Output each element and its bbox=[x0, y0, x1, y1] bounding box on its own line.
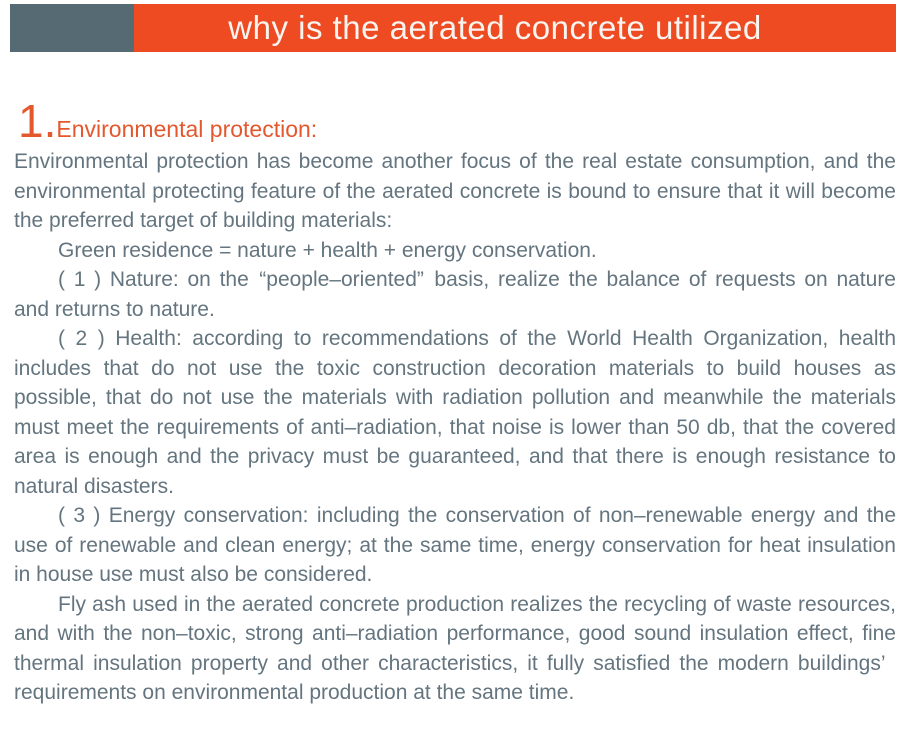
section-heading-label: Environmental protection: bbox=[56, 116, 318, 142]
paragraph-health: ( 2 ) Health: according to recommendations of the World Health Organization, health includes that do not use the toxic construction decoration materials to build houses as possible, that do not use the materials with radiation pollution and meanwhile the materials must meet the requirements of anti–radiation, that noise is lower than 50 db, that the covered area is enough and the privacy must be guaranteed, and that there is enough resistance to natural disasters. bbox=[14, 327, 896, 498]
section-heading bbox=[18, 95, 896, 147]
header-gray-block bbox=[10, 4, 134, 52]
paragraph-energy-conservation: ( 3 ) Energy conservation: including the conservation of non–renewable energy and the use of renewable and clean energy; at the same time, energy conservation for heat insulation in house use must also be considered. bbox=[14, 504, 896, 586]
paragraph-intro: Environmental protection has become another focus of the real estate consumption, and the environmental protecting feature of the aerated concrete is bound to ensure that it will become the preferred target of building materials: bbox=[14, 150, 896, 232]
paragraph-nature: ( 1 ) Nature: on the “people–oriented” basis, realize the balance of requests on nature and returns to nature. bbox=[14, 268, 896, 321]
document-body bbox=[14, 52, 896, 708]
section-number: 1. bbox=[18, 95, 57, 147]
header-orange-bar bbox=[134, 4, 896, 52]
paragraph-green-residence: Green residence = nature + health + energy conservation. bbox=[58, 238, 597, 262]
header-banner bbox=[10, 4, 896, 52]
paragraph-fly-ash: Fly ash used in the aerated concrete production realizes the recycling of waste resources, and with the non–toxic, strong anti–radiation performance, good sound insulation effect, fine thermal insulation property and other characteristics, it fully satisfied the modern buildings’ requirements on environmental production at the same time. bbox=[14, 592, 896, 704]
page-title: why is the aerated concrete utilized bbox=[228, 9, 762, 46]
